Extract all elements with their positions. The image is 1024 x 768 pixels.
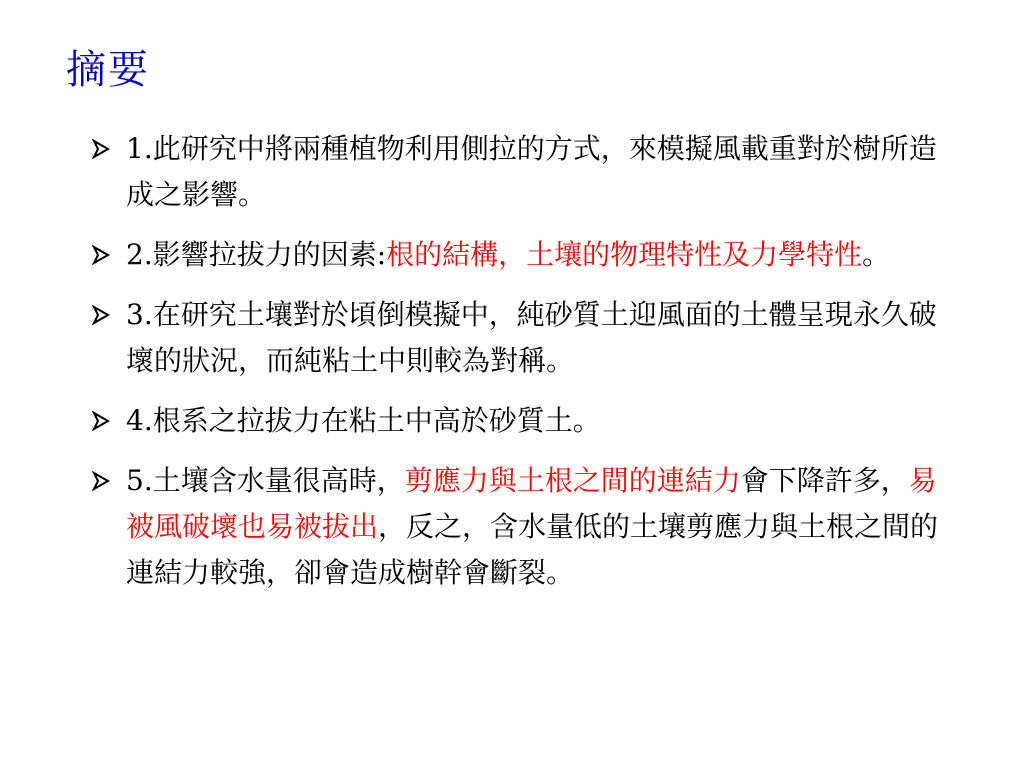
bullet-number: 2. (126, 238, 153, 271)
bullet-number: 4. (126, 404, 153, 437)
bullet-text: ，反之，含水量低的土壤剪應力與土根之間的連結力較強，卻會造成樹幹會斷裂。 (126, 510, 939, 589)
bullet-text: 會下降許多， (740, 464, 909, 497)
bullet-list (92, 126, 972, 610)
arrow-right-bullet-icon (92, 471, 110, 491)
arrow-right-bullet-icon (92, 411, 110, 431)
arrow-right-bullet-icon (92, 305, 110, 325)
bullet-text: 根系之拉拔力在粘土中高於砂質土。 (152, 404, 601, 437)
bullet-text: 影響拉拔力的因素: (152, 238, 387, 271)
bullet-number: 5. (126, 464, 153, 497)
bullet-number: 1. (126, 132, 153, 165)
bullet-text: 此研究中將兩種植物利用側拉的方式，來模擬風載重對於樹所造成之影響。 (126, 132, 937, 211)
arrow-right-bullet-icon (92, 139, 110, 159)
bullet-item (92, 126, 944, 218)
arrow-right-bullet-icon (92, 245, 110, 265)
bullet-item (92, 232, 944, 278)
bullet-text: 土壤含水量很高時， (152, 464, 405, 497)
bullet-highlight-text: 易被風破壞也易被拔出 (126, 464, 937, 543)
bullet-item (92, 292, 944, 384)
bullet-item (92, 398, 944, 444)
bullet-highlight-text: 根的結構，土壤的物理特性及力學特性 (386, 238, 863, 271)
bullet-text: 。 (862, 238, 891, 271)
bullet-item (92, 458, 944, 596)
bullet-text: 在研究土壤對於頃倒模擬中，純砂質土迎風面的土體呈現永久破壞的狀況，而純粘土中則較為對稱。 (126, 298, 937, 377)
bullet-highlight-text: 剪應力與土根之間的連結力 (404, 464, 741, 497)
bullet-number: 3. (126, 298, 153, 331)
slide-title: 摘要 (66, 47, 150, 93)
